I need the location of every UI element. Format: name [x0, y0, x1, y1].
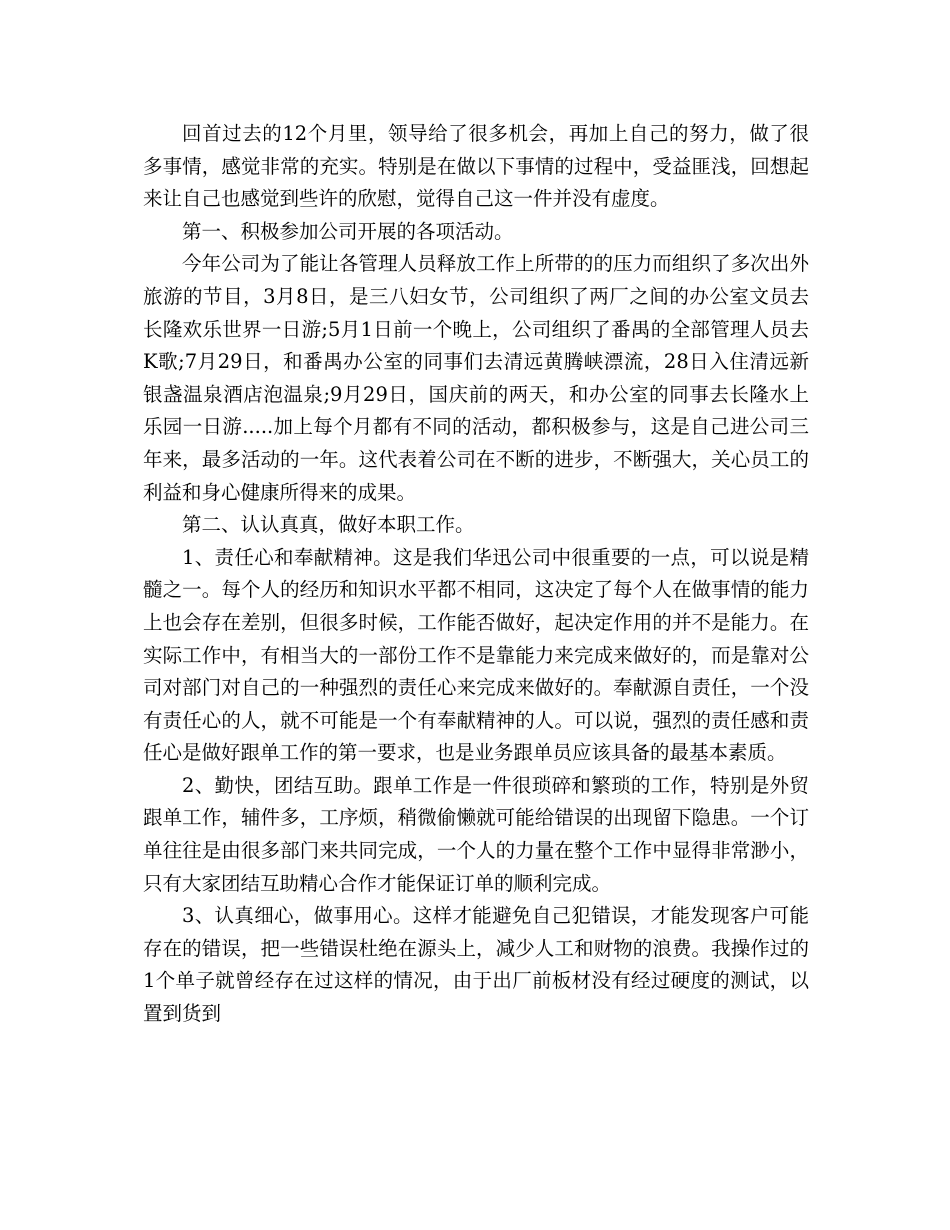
- document-body: [143, 118, 809, 1031]
- paragraph-review-intro: 回首过去的12个月里，领导给了很多机会，再加上自己的努力，做了很多事情，感觉非常的充实。特别是在做以下事情的过程中，受益匪浅，回想起来让自己也感觉到些许的欣慰，觉得自己这一件并没有虚度。: [143, 122, 809, 211]
- paragraph-carefulness: 3、认真细心，做事用心。这样才能避免自己犯错误，才能发现客户可能存在的错误，把一些错误杜绝在源头上，减少人工和财物的浪费。我操作过的1个单子就曾经存在过这样的情况，由于出厂前板材没有经过硬度的测试，以置到货到: [143, 904, 809, 1026]
- paragraph-responsibility: 1、责任心和奉献精神。这是我们华迅公司中很重要的一点，可以说是精髓之一。每个人的经历和知识水平都不相同，这决定了每个人在做事情的能力上也会存在差别，但很多时候，工作能否做好，起决定作用的并不是能力。在实际工作中，有相当大的一部份工作不是靠能力来完成来做好的，而是靠对公司对部门对自己的一种强烈的责任心来完成来做好的。奉献源自责任，一个没有责任心的人，就不可能是一个有奉献精神的人。可以说，强烈的责任感和责任心是做好跟单工作的第一要求，也是业务跟单员应该具备的最基本素质。: [143, 545, 809, 765]
- heading-section-two: 第二、认认真真，做好本职工作。: [182, 513, 475, 537]
- paragraph-teamwork: 2、勤快，团结互助。跟单工作是一件很琐碎和繁琐的工作，特别是外贸跟单工作，辅件多，工序烦，稍微偷懒就可能给错误的出现留下隐患。一个订单往往是由很多部门来共同完成，一个人的力量在整个工作中显得非常渺小，只有大家团结互助精心合作才能保证订单的顺利完成。: [143, 773, 809, 895]
- paragraph-activities: 今年公司为了能让各管理人员释放工作上所带的的压力而组织了多次出外旅游的节目，3月8日，是三八妇女节，公司组织了两厂之间的办公室文员去长隆欢乐世界一日游;5月1日前一个晚上，公司组织了番禺的全部管理人员去K歌;7月29日，和番禺办公室的同事们去清远黄腾峡漂流，28日入住清远新银盏温泉酒店泡温泉;9月29日，国庆前的两天，和办公室的同事去长隆水上乐园一日游.....加上每个月都有不同的活动，都积极参与，这是自己进公司三年来，最多活动的一年。这代表着公司在不断的进步，不断强大，关心员工的利益和身心健康所得来的成果。: [143, 252, 809, 504]
- heading-section-one: 第一、积极参加公司开展的各项活动。: [182, 219, 514, 243]
